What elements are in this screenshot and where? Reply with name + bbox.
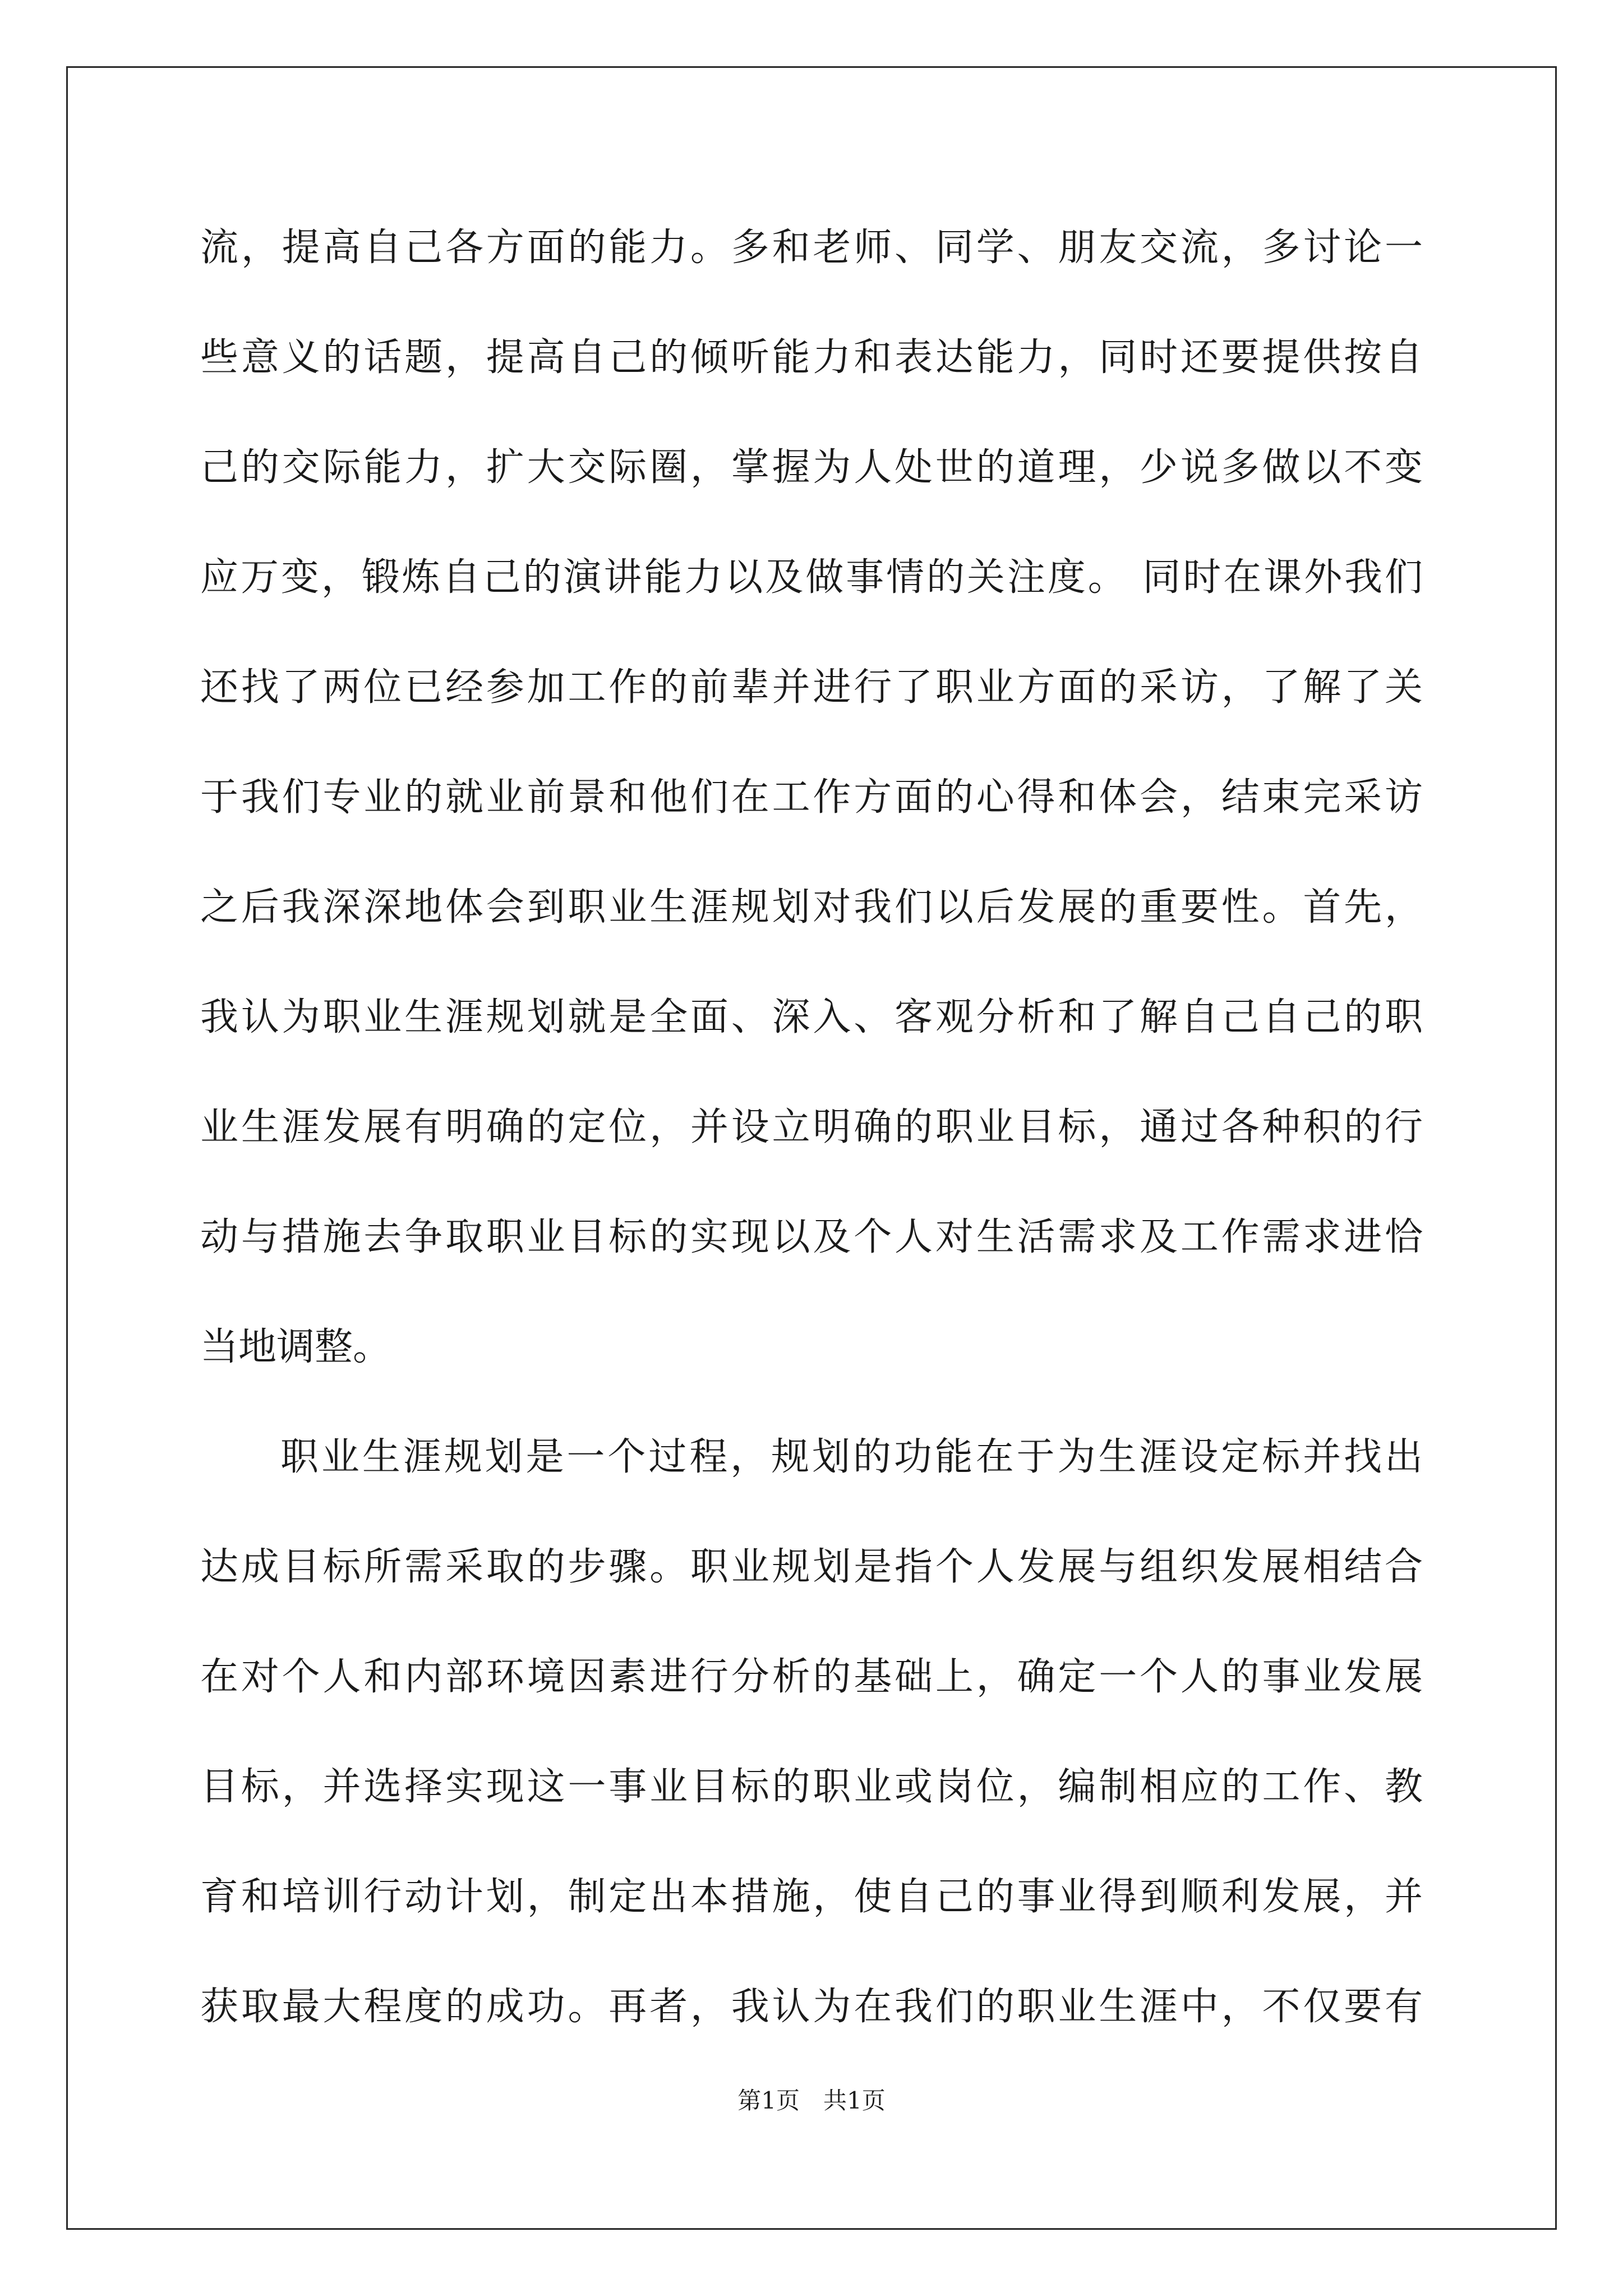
body-text-line: 动与措施去争取职业目标的实现以及个人对生活需求及工作需求进恰 <box>200 1215 1423 1259</box>
body-text-line: 当地调整。 <box>200 1325 391 1369</box>
body-text-line: 还找了两位已经参加工作的前辈并进行了职业方面的采访，了解了关 <box>200 665 1423 710</box>
page-number: 第1页 共1页 <box>737 2087 886 2114</box>
body-text-line: 育和培训行动计划，制定出本措施，使自己的事业得到顺利发展，并 <box>200 1875 1423 1919</box>
body-text-line: 目标，并选择实现这一事业目标的职业或岗位，编制相应的工作、教 <box>200 1765 1423 1809</box>
body-text-line: 应万变，锻炼自己的演讲能力以及做事情的关注度。 同时在课外我们 <box>200 555 1423 600</box>
body-text-line: 己的交际能力，扩大交际圈，掌握为人处世的道理，少说多做以不变 <box>200 445 1423 490</box>
body-text-line: 获取最大程度的成功。再者，我认为在我们的职业生涯中，不仅要有 <box>200 1985 1423 2029</box>
body-text-line: 职业生涯规划是一个过程，规划的功能在于为生涯设定标并找出 <box>280 1435 1423 1479</box>
body-text-line: 达成目标所需采取的步骤。职业规划是指个人发展与组织发展相结合 <box>200 1545 1423 1589</box>
body-text-line: 之后我深深地体会到职业生涯规划对我们以后发展的重要性。首先， <box>200 885 1423 930</box>
body-text-line: 业生涯发展有明确的定位，并设立明确的职业目标，通过各种积的行 <box>200 1105 1423 1149</box>
body-text-line: 流，提高自己各方面的能力。多和老师、同学、朋友交流，多讨论一 <box>200 226 1423 270</box>
body-text-line: 我认为职业生涯规划就是全面、深入、客观分析和了解自己自己的职 <box>200 995 1423 1039</box>
body-text-line: 于我们专业的就业前景和他们在工作方面的心得和体会，结束完采访 <box>200 775 1423 820</box>
body-text-line: 些意义的话题，提高自己的倾听能力和表达能力，同时还要提供按自 <box>200 335 1423 380</box>
body-text-line: 在对个人和内部环境因素进行分析的基础上，确定一个人的事业发展 <box>200 1655 1423 1699</box>
